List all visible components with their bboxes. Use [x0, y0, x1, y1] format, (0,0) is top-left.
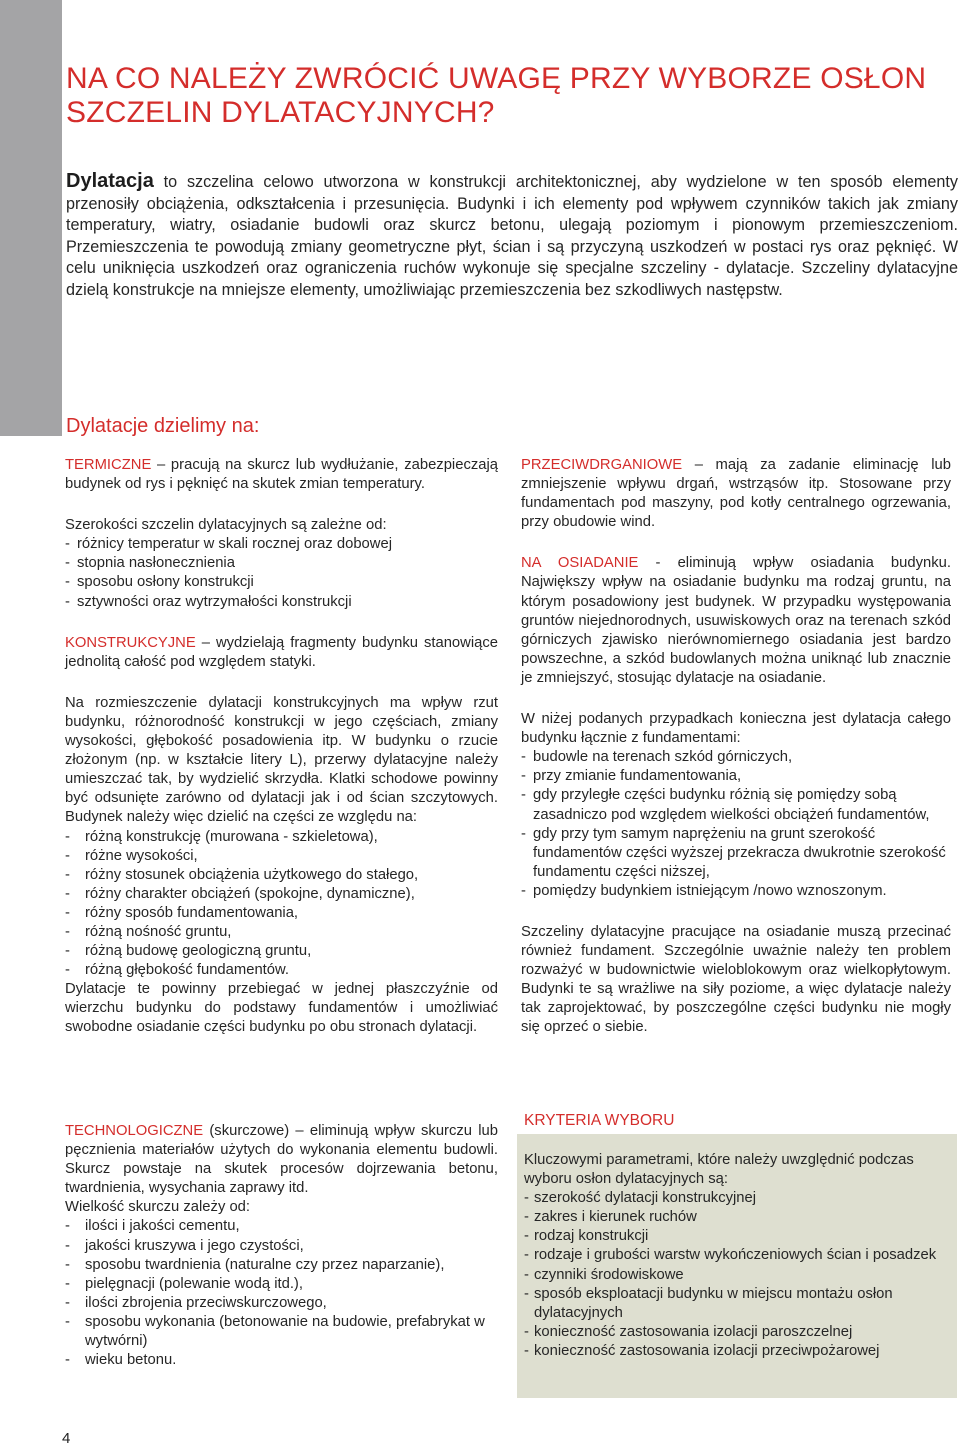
na-osiadanie-cases-list: [521, 748, 951, 901]
konstrukcyjne-list: [65, 828, 498, 981]
termiczne-paragraph: [65, 456, 498, 494]
list-item: - ilości i jakości cementu,: [65, 1217, 498, 1236]
list-item: - szerokość dylatacji konstrukcyjnej: [524, 1189, 949, 1208]
konstrukcyjne-text: – wydzielają fragmenty budynku stanowiące jednolitą całość pod względem statyki.: [65, 634, 498, 670]
list-item: - gdy przy tym samym naprężeniu na grunt szerokość fundamentów części wyższej przekracza dwukrotnie szerokość fundamentu części niższej,: [521, 825, 951, 882]
list-item: - przy zmianie fundamentowania,: [521, 767, 951, 786]
list-item: - stopnia nasłonecznienia: [65, 554, 498, 573]
list-item: - różną głębokość fundamentów.: [65, 961, 498, 980]
list-item: - różny charakter obciążeń (spokojne, dynamiczne),: [65, 885, 498, 904]
list-item: - sposób eksploatacji budynku w miejscu montażu osłon dylatacyjnych: [524, 1285, 949, 1323]
na-osiadanie-text: - eliminują wpływ osiadania budynku. Największy wpływ na osiadanie budynku ma rodzaj gruntu, na którym posadowiony jest budynek. W przypadku występowania gruntów niejednorodnych, usuwiskowych oraz na terenach szkód górniczych zjawisko nierównomiernego osiadania jest bardzo powszechne, a szkód budowlanych można uniknąć lub znacznie je zmniejszyć, stosując dylatacje na osiadanie.: [521, 555, 951, 686]
page-number: 4: [62, 1430, 71, 1447]
list-item: - jakości kruszywa i jego czystości,: [65, 1237, 498, 1256]
list-item: - różną budowę geologiczną gruntu,: [65, 942, 498, 961]
konstrukcyjne-body: Na rozmieszczenie dylatacji konstrukcyjnych ma wpływ rzut budynku, różnorodność konstrukcji w jego częściach, zmiany wysokości, głębokość posadowienia itp. W budynku o rzucie złożonym (np. w kształcie litery L), przerwy dylatacyjne należy umieszczać tak, by wydzielić skrzydła. Klatki schodowe powinny być odsunięte zarówno od dylatacji jak i od ścian szczytowych. Budynek należy więc dzielić na części ze względu na:: [65, 694, 498, 826]
list-item: - sposobu osłony konstrukcji: [65, 573, 498, 592]
list-item: - budowle na terenach szkód górniczych,: [521, 748, 951, 767]
konstrukcyjne-label: KONSTRUKCYJNE: [65, 634, 196, 651]
right-column: [521, 456, 951, 1038]
list-item: - sztywności oraz wytrzymałości konstrukcji: [65, 593, 498, 612]
intro-lead-term: Dylatacja: [66, 170, 154, 192]
list-item: - różne wysokości,: [65, 847, 498, 866]
list-item: - gdy przyległe części budynku różnią się pomiędzy sobą zasadniczo pod względem wielkości obciążeń fundamentów,: [521, 786, 951, 824]
na-osiadanie-cases-intro: W niżej podanych przypadkach konieczna jest dylatacja całego budynku łącznie z fundamentami:: [521, 711, 951, 747]
na-osiadanie-closing: Szczeliny dylatacyjne pracujące na osiadanie muszą przecinać również fundament. Szczególnie uważnie należy ten problem rozważyć w budownictwie wieloblokowym oraz wielkopłytowym. Budynki te są wrażliwe na siły poziome, a więc dylatacje należy tak zaprojektować, by poszczególne części budynku nie mogły się oprzeć o siebie.: [521, 923, 951, 1036]
list-item: - konieczność zastosowania izolacji przeciwpożarowej: [524, 1342, 949, 1361]
przeciwdrganiowe-text: – mają za zadanie eliminację lub zmniejszenie wpływu drgań, wstrząsów itp. Stosowane przy fundamentach pod maszyny, pod kotły centralnego ogrzewania, przy obudowie wind.: [521, 457, 951, 531]
technologiczne-list: [65, 1217, 498, 1370]
list-item: - różny sposób fundamentowania,: [65, 904, 498, 923]
left-column: [65, 456, 498, 1038]
list-item: - czynniki środowiskowe: [524, 1266, 949, 1285]
przeciwdrganiowe-label: PRZECIWDRGANIOWE: [521, 457, 683, 473]
list-item: - różną nośność gruntu,: [65, 923, 498, 942]
criteria-intro: Kluczowymi parametrami, które należy uwzględnić podczas wyboru osłon dylatacyjnych są:: [524, 1152, 914, 1188]
side-accent-bar: [0, 0, 62, 436]
termiczne-widths-list: [65, 535, 498, 611]
termiczne-widths-intro: Szerokości szczelin dylatacyjnych są zależne od:: [65, 517, 387, 534]
list-item: - rodzaje i grubości warstw wykończeniowych ścian i posadzek: [524, 1246, 949, 1265]
list-item: - różny stosunek obciążenia użytkowego do stałego,: [65, 866, 498, 885]
list-item: - sposobu twardnienia (naturalne czy przez naparzanie),: [65, 1256, 498, 1275]
technologiczne-label: TECHNOLOGICZNE: [65, 1123, 204, 1139]
na-osiadanie-paragraph: [521, 554, 951, 688]
list-item: - różną konstrukcję (murowana - szkieletowa),: [65, 828, 498, 847]
section-subheading: Dylatacje dzielimy na:: [66, 415, 260, 437]
technologiczne-items-intro: Wielkość skurczu zależy od:: [65, 1199, 251, 1216]
list-item: - pielęgnacji (polewanie wodą itd.),: [65, 1275, 498, 1294]
list-item: - ilości zbrojenia przeciwskurczowego,: [65, 1294, 498, 1313]
list-item: - wieku betonu.: [65, 1351, 498, 1370]
list-item: - konieczność zastosowania izolacji paroszczelnej: [524, 1323, 949, 1342]
konstrukcyjne-closing: Dylatacje te powinny przebiegać w jednej płaszczyźnie od wierzchu budynku do podstawy fundamentów i umożliwiać swobodne osiadanie części budynku po obu stronach dylatacji.: [65, 981, 498, 1036]
list-item: - pomiędzy budynkiem istniejącym /nowo wznoszonym.: [521, 882, 951, 901]
termiczne-text: – pracują na skurcz lub wydłużanie, zabezpieczają budynek od rys i pęknięć na skutek zmian temperatury.: [65, 457, 498, 493]
intro-paragraph: [66, 171, 958, 302]
technologiczne-paragraph: [65, 1122, 498, 1198]
konstrukcyjne-paragraph: [65, 634, 498, 672]
przeciwdrganiowe-paragraph: [521, 456, 951, 532]
termiczne-label: TERMICZNE: [65, 457, 152, 473]
technologiczne-section: [65, 1122, 498, 1370]
list-item: - różnicy temperatur w skali rocznej oraz dobowej: [65, 535, 498, 554]
criteria-list: [524, 1189, 949, 1361]
criteria-box: [517, 1134, 957, 1398]
list-item: - rodzaj konstrukcji: [524, 1227, 949, 1246]
na-osiadanie-label: NA OSIADANIE: [521, 555, 639, 572]
intro-text: to szczelina celowo utworzona w konstrukcji architektonicznej, aby wydzielone w ten sposób elementy przenosiły obciążenia, odkształcenia i przesunięcia. Budynki i ich elementy pod wpływem czynników takich jak zmiany temperatury, wiatry, osiadanie budowli oraz skurcz betonu, ulegają poziomym i pionowym przemieszczeniom. Przemieszczenia te powodują zmiany geometryczne płyt, ścian i są przyczyną uszkodzeń w postaci rys oraz pęknięć. W celu uniknięcia uszkodzeń oraz ograniczenia ruchów wykonuje się specjalne szczeliny - dylatacje. Szczeliny dylatacyjne dzielą konstrukcje na mniejsze elementy, umożliwiając przemieszczenia bez szkodliwych następstw.: [66, 173, 958, 299]
page-title: NA CO NALEŻY ZWRÓCIĆ UWAGĘ PRZY WYBORZE OSŁON SZCZELIN DYLATACYJNYCH?: [66, 62, 927, 129]
list-item: - sposobu wykonania (betonowanie na budowie, prefabrykat w wytwórni): [65, 1313, 498, 1351]
technologiczne-text: (skurczowe) – eliminują wpływ skurczu lub pęcznienia materiałów użytych do wykonania elementu budowli. Skurcz powstaje na skutek procesów dojrzewania betonu, twardnienia, wysychania zaprawy itd.: [65, 1123, 498, 1197]
list-item: - zakres i kierunek ruchów: [524, 1208, 949, 1227]
criteria-title: KRYTERIA WYBORU: [524, 1112, 675, 1129]
